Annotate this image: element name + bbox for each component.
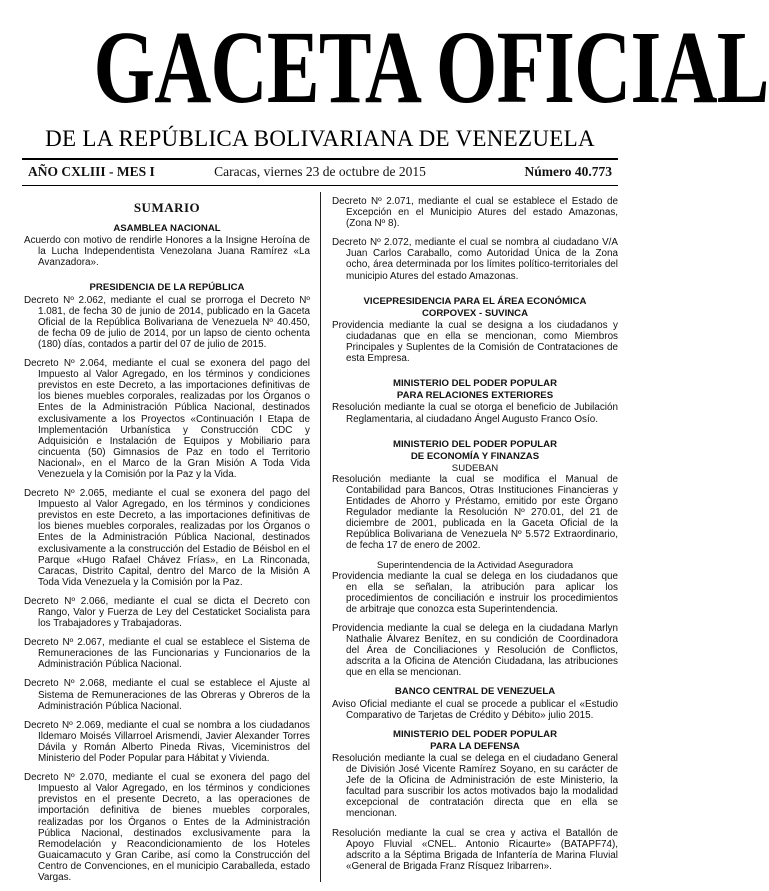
decreto-2067: Decreto Nº 2.067, mediante el cual se establece el Sistema de Remuneraciones de las Funcionarias y Funcionarios de la Administración Pública Nacional. <box>24 637 310 671</box>
decreto-2062: Decreto Nº 2.062, mediante el cual se prorroga el Decreto Nº 1.081, de fecha 30 de junio de 2014, publicado en la Gaceta Oficial de la República Bolivariana de Venezuela Nº 40.450, de fecha 09 de julio de 2014, por un lapso de ciento ochenta (180) días, contados a partir del 07 de julio de 2015. <box>24 294 310 350</box>
mef-heading-line2: DE ECONOMÍA Y FINANZAS <box>410 450 540 462</box>
dateline-issue-number: Número 40.773 <box>524 164 612 179</box>
decreto-2071: Decreto Nº 2.071, mediante el cual se establece el Estado de Excepción en el Municipio Atures del estado Amazonas, (Zona Nº 8). <box>332 196 618 230</box>
seguros-entry-1: Providencia mediante la cual se delega en los ciudadanos que en ella se señalan, la atribución para aplicar los procedimientos de conciliación e instruir los procedimientos de arbitraje que conozca esta Superintendencia. <box>332 570 618 615</box>
decreto-2068: Decreto Nº 2.068, mediante el cual se establece el Ajuste al Sistema de Remuneraciones de las Obreras y Obreros de la Administración Pública Nacional. <box>24 678 310 712</box>
defensa-entry-2: Resolución mediante la cual se crea y activa el Batallón de Apoyo Fluvial «CNEL. Antonio Ricaurte» (BATAPF74), adscrito a la Séptima Brigada de Infantería de Marina Fluvial «General de Brigada Franz Rísquez Iribarren». <box>332 827 618 872</box>
dateline <box>22 164 618 182</box>
masthead-subtitle: DE LA REPÚBLICA BOLIVARIANA DE VENEZUELA <box>45 126 595 151</box>
decreto-2069: Decreto Nº 2.069, mediante el cual se nombra a los ciudadanos Ildemaro Moisés Villarroel Arismendi, Javier Alexander Torres Dávila y Román Alberto Pineda Rivas, Viceministros del Ministerio del Poder Popular para Hábitat y Vivienda. <box>24 719 310 765</box>
decreto-2065: Decreto Nº 2.065, mediante el cual se exonera del pago del Impuesto al Valor Agregado, en los términos y condiciones previstos en este Decreto, a las importaciones definitivas de los bienes muebles corporales, realizadas por los Órganos o Entes de la Administración Pública Nacional, destinados exclusivamente a la construcción del Estadio de Béisbol en el Parque «Hugo Rafael Chávez Frías», en La Rinconada, Caracas, Distrito Capital, dentro del Marco de la Misión A Toda Vida Venezuela y la Comisión por la Paz. <box>24 488 310 588</box>
bcv-entry: Aviso Oficial mediante el cual se procede a publicar el «Estudio Comparativo de Tarjetas de Crédito y Débito» julio 2015. <box>332 698 618 721</box>
corpovex-entry: Providencia mediante la cual se designa a los ciudadanos y ciudadanas que en ella se mencionan, como Miembros Principales y Suplentes de la Comisión de Contrataciones de esta Empresa. <box>332 319 618 365</box>
defensa-heading-line1: MINISTERIO DEL PODER POPULAR <box>393 728 557 740</box>
right-column <box>332 196 618 880</box>
decreto-2072: Decreto Nº 2.072, mediante el cual se nombra al ciudadano V/A Juan Carlos Caraballo, como Autoridad Única de la Zona ocho, área determinada por los límites político-territoriales del municipio Atures del estado Amazonas. <box>332 237 618 282</box>
seguros-heading: Superintendencia de la Actividad Aseguradora <box>376 559 574 571</box>
corpovex-heading: CORPOVEX - SUVINCA <box>421 307 529 319</box>
defensa-heading-line2: PARA LA DEFENSA <box>430 740 520 752</box>
column-divider <box>320 192 321 882</box>
sumario-heading: SUMARIO <box>133 200 201 215</box>
defensa-entry-1: Resolución mediante la cual se delega en el ciudadano General de División José Vicente Ramírez Soyano, en su carácter de Jefe de la Oficina de Administración de este Ministerio, la facultad para suscribir los actos motivados bajo la modalidad excepcional de contratación directa que en ella se mencionan. <box>332 752 618 820</box>
mre-entry: Resolución mediante la cual se otorga el beneficio de Jubilación Reglamentaria, al ciudadano Ángel Augusto Franco Osío. <box>332 402 618 425</box>
dateline-place-date: Caracas, viernes 23 de octubre de 2015 <box>214 164 426 179</box>
mre-heading-line2: PARA RELACIONES EXTERIORES <box>396 390 554 402</box>
masthead-title: GACETA OFICIAL <box>93 10 769 125</box>
bcv-heading: BANCO CENTRAL DE VENEZUELA <box>394 686 556 698</box>
left-column <box>24 196 310 891</box>
sudeban-heading: SUDEBAN <box>451 462 499 474</box>
sudeban-entry: Resolución mediante la cual se modifica el Manual de Contabilidad para Bancos, Otras Instituciones Financieras y Entidades de Ahorro y Préstamo, emitido por este Órgano Regulador mediante la Resolución Nº 270.01, del 21 de diciembre de 2001, publicada en la Gaceta Oficial de la República Bolivariana de Venezuela Nº 5.572 Extraordinario, de fecha 17 de enero de 2002. <box>332 473 618 552</box>
asamblea-heading: ASAMBLEA NACIONAL <box>113 223 221 235</box>
mre-heading-line1: MINISTERIO DEL PODER POPULAR <box>393 378 557 390</box>
dateline-year-month: AÑO CXLIII - MES I <box>28 164 155 179</box>
decreto-2066: Decreto Nº 2.066, mediante el cual se dicta el Decreto con Rango, Valor y Fuerza de Ley del Cestaticket Socialista para los Trabajadores y Trabajadoras. <box>24 595 310 630</box>
decreto-2064: Decreto Nº 2.064, mediante el cual se exonera del pago del Impuesto al Valor Agregado, en los términos y condiciones previstos en este Decreto, a las importaciones definitivas de los bienes muebles corporales, realizadas por los Órganos o Entes de la Administración Pública Nacional, destinados exclusivamente a los Proyectos «Continuación I Etapa de Implementación Urbanística y Construcción CDC y Adquisición e Instalación de Equipos y Mobiliario para cincuenta (50) Gimnasios de Paz en todo el Territorio Nacional», en el Marco de la Gran Misión A Toda Vida Venezuela y la Comisión por la Paz y la Vida. <box>24 358 310 480</box>
bottom-rule <box>22 185 618 186</box>
top-rule <box>22 158 618 160</box>
vicepresidencia-heading: VICEPRESIDENCIA PARA EL ÁREA ECONÓMICA <box>363 295 587 307</box>
presidencia-heading: PRESIDENCIA DE LA REPÚBLICA <box>89 282 245 294</box>
decreto-2070: Decreto Nº 2.070, mediante el cual se exonera del pago del Impuesto al Valor Agregado, en los términos y condiciones previstos en el presente Decreto, a las operaciones de importación definitiva de bienes muebles corporales, realizadas por los Órganos o Entes de la Administración Pública Nacional, destinados exclusivamente para la Remodelación y Reacondicionamiento de los Hoteles Guaicamacuto y Gran Caribe, así como la Construcción del Centro de Convenciones, en el municipio Caraballeda, estado Vargas. <box>24 772 310 883</box>
asamblea-entry: Acuerdo con motivo de rendirle Honores a la Insigne Heroína de la Lucha Independentista Venezolana Juana Ramírez «La Avanzadora». <box>24 235 310 269</box>
seguros-entry-2: Providencia mediante la cual se delega en la ciudadana Marlyn Nathalie Álvarez Benítez, en su condición de Coordinadora del Área de Conciliaciones y Resolución de Conflictos, adscrita a la Oficina de Atención Ciudadana, las atribuciones que en ella se mencionan. <box>332 623 618 679</box>
mef-heading-line1: MINISTERIO DEL PODER POPULAR <box>393 438 557 450</box>
